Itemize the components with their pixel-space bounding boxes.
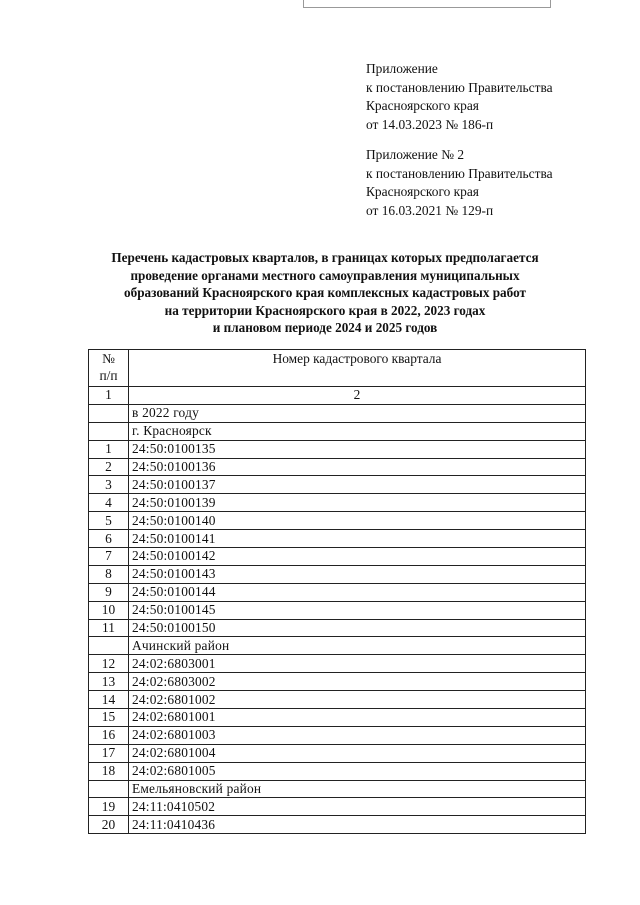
appendix-line: от 16.03.2021 № 129-п <box>366 202 494 218</box>
table-row <box>89 530 586 548</box>
table-header-row <box>89 350 586 387</box>
header-label-cell: Номер кадастрового квартала <box>129 350 586 387</box>
table-row <box>89 762 586 780</box>
row-number-cell <box>89 637 129 655</box>
appendix-line: к постановлению Правительства <box>366 79 553 95</box>
table-row <box>89 691 586 709</box>
table-row <box>89 440 586 458</box>
row-number-cell: 20 <box>89 816 129 834</box>
cadastral-number-cell: 24:50:0100142 <box>129 548 586 566</box>
row-number-cell: 8 <box>89 565 129 583</box>
section-label-cell: Емельяновский район <box>129 780 586 798</box>
table-row <box>89 601 586 619</box>
row-number-cell: 15 <box>89 709 129 727</box>
row-number-cell: 5 <box>89 512 129 530</box>
scan-top-edge <box>303 0 551 8</box>
row-number-cell: 16 <box>89 726 129 744</box>
cadastral-number-cell: 24:11:0410436 <box>129 816 586 834</box>
row-number-cell: 12 <box>89 655 129 673</box>
row-number-cell: 19 <box>89 798 129 816</box>
table-row <box>89 655 586 673</box>
title-line: образований Красноярского края комплексных кадастровых работ <box>124 285 526 301</box>
appendix-line: Приложение № 2 <box>366 147 465 162</box>
cadastral-number-cell: 24:50:0100135 <box>129 440 586 458</box>
table-row <box>89 709 586 727</box>
row-number-cell: 2 <box>89 458 129 476</box>
row-number-cell: 14 <box>89 691 129 709</box>
cadastral-number-cell: 24:02:6801005 <box>129 762 586 780</box>
cadastral-number-cell: 24:50:0100139 <box>129 494 586 512</box>
section-row <box>89 637 586 655</box>
row-number-cell: 4 <box>89 494 129 512</box>
header-number-abbr: п/п <box>99 368 118 383</box>
cadastral-number-cell: 24:02:6803001 <box>129 655 586 673</box>
cadastral-number-cell: 24:50:0100150 <box>129 619 586 637</box>
column-index-2: 2 <box>129 387 586 405</box>
appendix-header-current <box>366 60 553 134</box>
table-row <box>89 583 586 601</box>
table-row <box>89 512 586 530</box>
section-row <box>89 404 586 422</box>
section-label-cell: Ачинский район <box>129 637 586 655</box>
cadastral-number-cell: 24:50:0100137 <box>129 476 586 494</box>
cadastral-quarters-table <box>88 349 586 834</box>
row-number-cell: 10 <box>89 601 129 619</box>
cadastral-number-cell: 24:50:0100136 <box>129 458 586 476</box>
row-number-cell: 13 <box>89 673 129 691</box>
table-row <box>89 548 586 566</box>
cadastral-number-cell: 24:02:6801001 <box>129 709 586 727</box>
cadastral-number-cell: 24:50:0100145 <box>129 601 586 619</box>
table-row <box>89 619 586 637</box>
cadastral-number-cell: 24:02:6803002 <box>129 673 586 691</box>
table-row <box>89 458 586 476</box>
appendix-line: к постановлению Правительства <box>366 165 553 181</box>
appendix-line: Красноярского края <box>366 184 479 199</box>
row-number-cell <box>89 422 129 440</box>
row-number-cell <box>89 780 129 798</box>
row-number-cell: 17 <box>89 744 129 762</box>
title-line: проведение органами местного самоуправления муниципальных <box>130 267 520 283</box>
row-number-cell: 18 <box>89 762 129 780</box>
row-number-cell: 3 <box>89 476 129 494</box>
appendix-line: Приложение <box>366 61 438 76</box>
document-title <box>60 249 590 337</box>
column-index-row <box>89 387 586 405</box>
appendix-line: Красноярского края <box>366 98 479 113</box>
title-line: и плановом периоде 2024 и 2025 годов <box>212 320 438 336</box>
table-row <box>89 798 586 816</box>
table-row <box>89 565 586 583</box>
cadastral-number-cell: 24:02:6801003 <box>129 726 586 744</box>
row-number-cell: 9 <box>89 583 129 601</box>
header-number-cell <box>89 350 129 387</box>
table-row <box>89 476 586 494</box>
table-row <box>89 673 586 691</box>
header-number-symbol: № <box>102 351 115 366</box>
column-index-1: 1 <box>89 387 129 405</box>
section-label-cell: г. Красноярск <box>129 422 586 440</box>
row-number-cell: 6 <box>89 530 129 548</box>
cadastral-number-cell: 24:02:6801004 <box>129 744 586 762</box>
appendix-line: от 14.03.2023 № 186-п <box>366 116 494 132</box>
appendix-header-original <box>366 146 553 220</box>
row-number-cell: 11 <box>89 619 129 637</box>
table-row <box>89 494 586 512</box>
table-row <box>89 744 586 762</box>
section-row <box>89 422 586 440</box>
cadastral-number-cell: 24:50:0100140 <box>129 512 586 530</box>
section-label-cell: в 2022 году <box>129 404 586 422</box>
section-row <box>89 780 586 798</box>
row-number-cell: 1 <box>89 440 129 458</box>
cadastral-number-cell: 24:50:0100141 <box>129 530 586 548</box>
row-number-cell <box>89 404 129 422</box>
table-row <box>89 726 586 744</box>
title-line: на территории Красноярского края в 2022, 2023 годах <box>164 302 486 318</box>
cadastral-number-cell: 24:50:0100143 <box>129 565 586 583</box>
cadastral-number-cell: 24:50:0100144 <box>129 583 586 601</box>
table-row <box>89 816 586 834</box>
cadastral-number-cell: 24:02:6801002 <box>129 691 586 709</box>
cadastral-number-cell: 24:11:0410502 <box>129 798 586 816</box>
row-number-cell: 7 <box>89 548 129 566</box>
title-line: Перечень кадастровых кварталов, в границах которых предполагается <box>111 250 539 265</box>
